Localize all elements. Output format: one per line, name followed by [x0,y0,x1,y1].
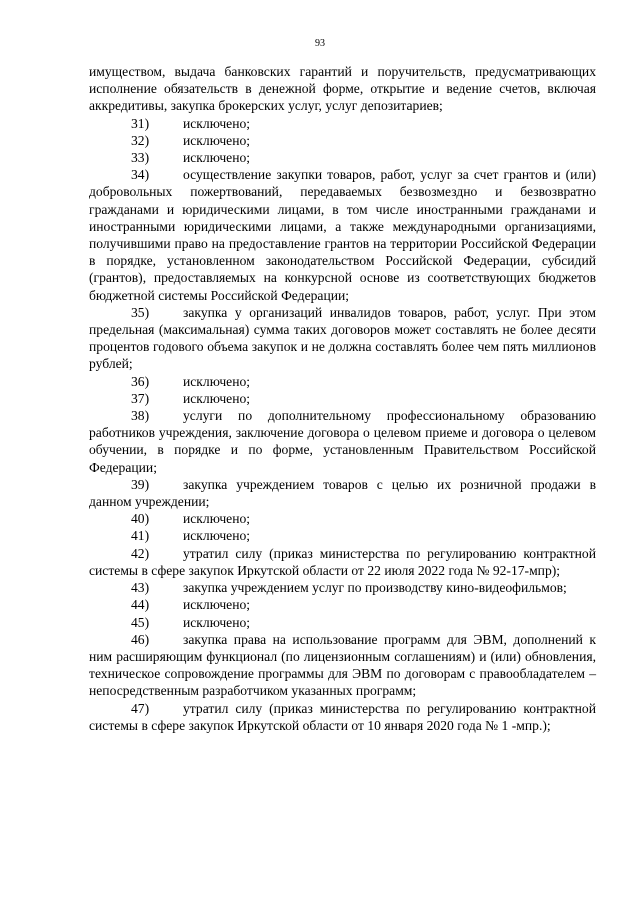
item-text: исключено; [183,390,251,406]
list-item [89,304,596,373]
item-text: услуги по дополнительному профессиональному образованию работников учреждения, заключение договора о целевом приеме и договора о целевом обучении, в порядке и по форме, установленным Правительством Российской Федерации; [89,408,596,475]
list-item [89,596,596,613]
item-number: 43) [131,580,150,596]
item-number: 32) [131,132,150,148]
item-text: исключено; [183,597,251,613]
item-text: закупка у организаций инвалидов товаров, работ, услуг. При этом предельная (максимальная) сумма таких договоров может составлять не более десяти процентов годового объема закупок и не должна составлять более чем пять миллионов рублей; [89,304,596,372]
item-text: исключено; [183,132,251,148]
list-item [89,510,596,527]
paragraph-continuation: имуществом, выдача банковских гарантий и поручительств, предусматривающих исполнение обязательств в денежной форме, открытие и ведение счетов, включая аккредитивы, закупка брокерских услуг, услуг депозитариев; [89,64,596,114]
item-text: утратил силу (приказ министерства по регулированию контрактной системы в сфере закупок Иркутской области от 22 июля 2022 года № 92-17-мпр); [89,545,596,578]
list-item [89,545,596,579]
list-item [89,527,596,544]
item-text: закупка учреждением услуг по производству кино-видеофильмов; [183,580,567,596]
item-number: 34) [131,167,150,183]
list-item [89,700,596,734]
item-text: исключено; [183,115,251,131]
list-item [89,390,596,407]
item-text: утратил силу (приказ министерства по регулированию контрактной системы в сфере закупок Иркутской области от 10 января 2020 года № 1 -мпр.); [89,700,596,733]
item-number: 40) [131,511,150,527]
list-item [89,631,596,700]
list-item [89,579,596,596]
item-text: исключено; [183,511,251,527]
list-item [89,149,596,166]
item-text: исключено; [183,373,251,389]
list-item [89,476,596,510]
list-item [89,115,596,132]
item-number: 44) [131,597,150,613]
list-item [89,614,596,631]
document-body [89,63,596,734]
item-number: 47) [131,700,150,716]
item-text: закупка права на использование программ для ЭВМ, дополнений к ним расширяющим функционал (по лицензионным соглашениям) и (или) обновления, техническое сопровождение программы для ЭВМ по договорам с правообладателем – непосредственным разработчиком указанных программ; [89,631,596,699]
item-number: 33) [131,150,150,166]
item-text: исключено; [183,528,251,544]
item-number: 39) [131,476,150,492]
item-text: осуществление закупки товаров, работ, услуг за счет грантов и (или) добровольных пожертвований, передаваемых безвозмездно и безвозвратно гражданами и юридическими лицами, в том числе иностранными гражданами и иностранными юридическими лицами, а также международными организациями, получившими право на предоставление грантов на территории Российской Федерации в порядке, установленном законодательством Российской Федерации, субсидий (грантов), предоставляемых на конкурсной основе из соответствующих бюджетов бюджетной системы Российской Федерации; [89,167,596,303]
item-number: 41) [131,528,150,544]
item-number: 31) [131,115,150,131]
item-text: закупка учреждением товаров с целью их розничной продажи в данном учреждении; [89,476,596,510]
item-number: 36) [131,373,150,389]
item-number: 38) [131,408,150,424]
list-item [89,407,596,476]
page-number: 93 [315,38,325,49]
item-number: 37) [131,390,150,406]
list-item [89,166,596,304]
item-number: 45) [131,614,150,630]
item-number: 46) [131,631,150,647]
item-number: 35) [131,304,150,320]
list-item [89,373,596,390]
item-text: исключено; [183,614,251,630]
item-number: 42) [131,545,150,561]
item-text: исключено; [183,150,251,166]
list-item [89,132,596,149]
